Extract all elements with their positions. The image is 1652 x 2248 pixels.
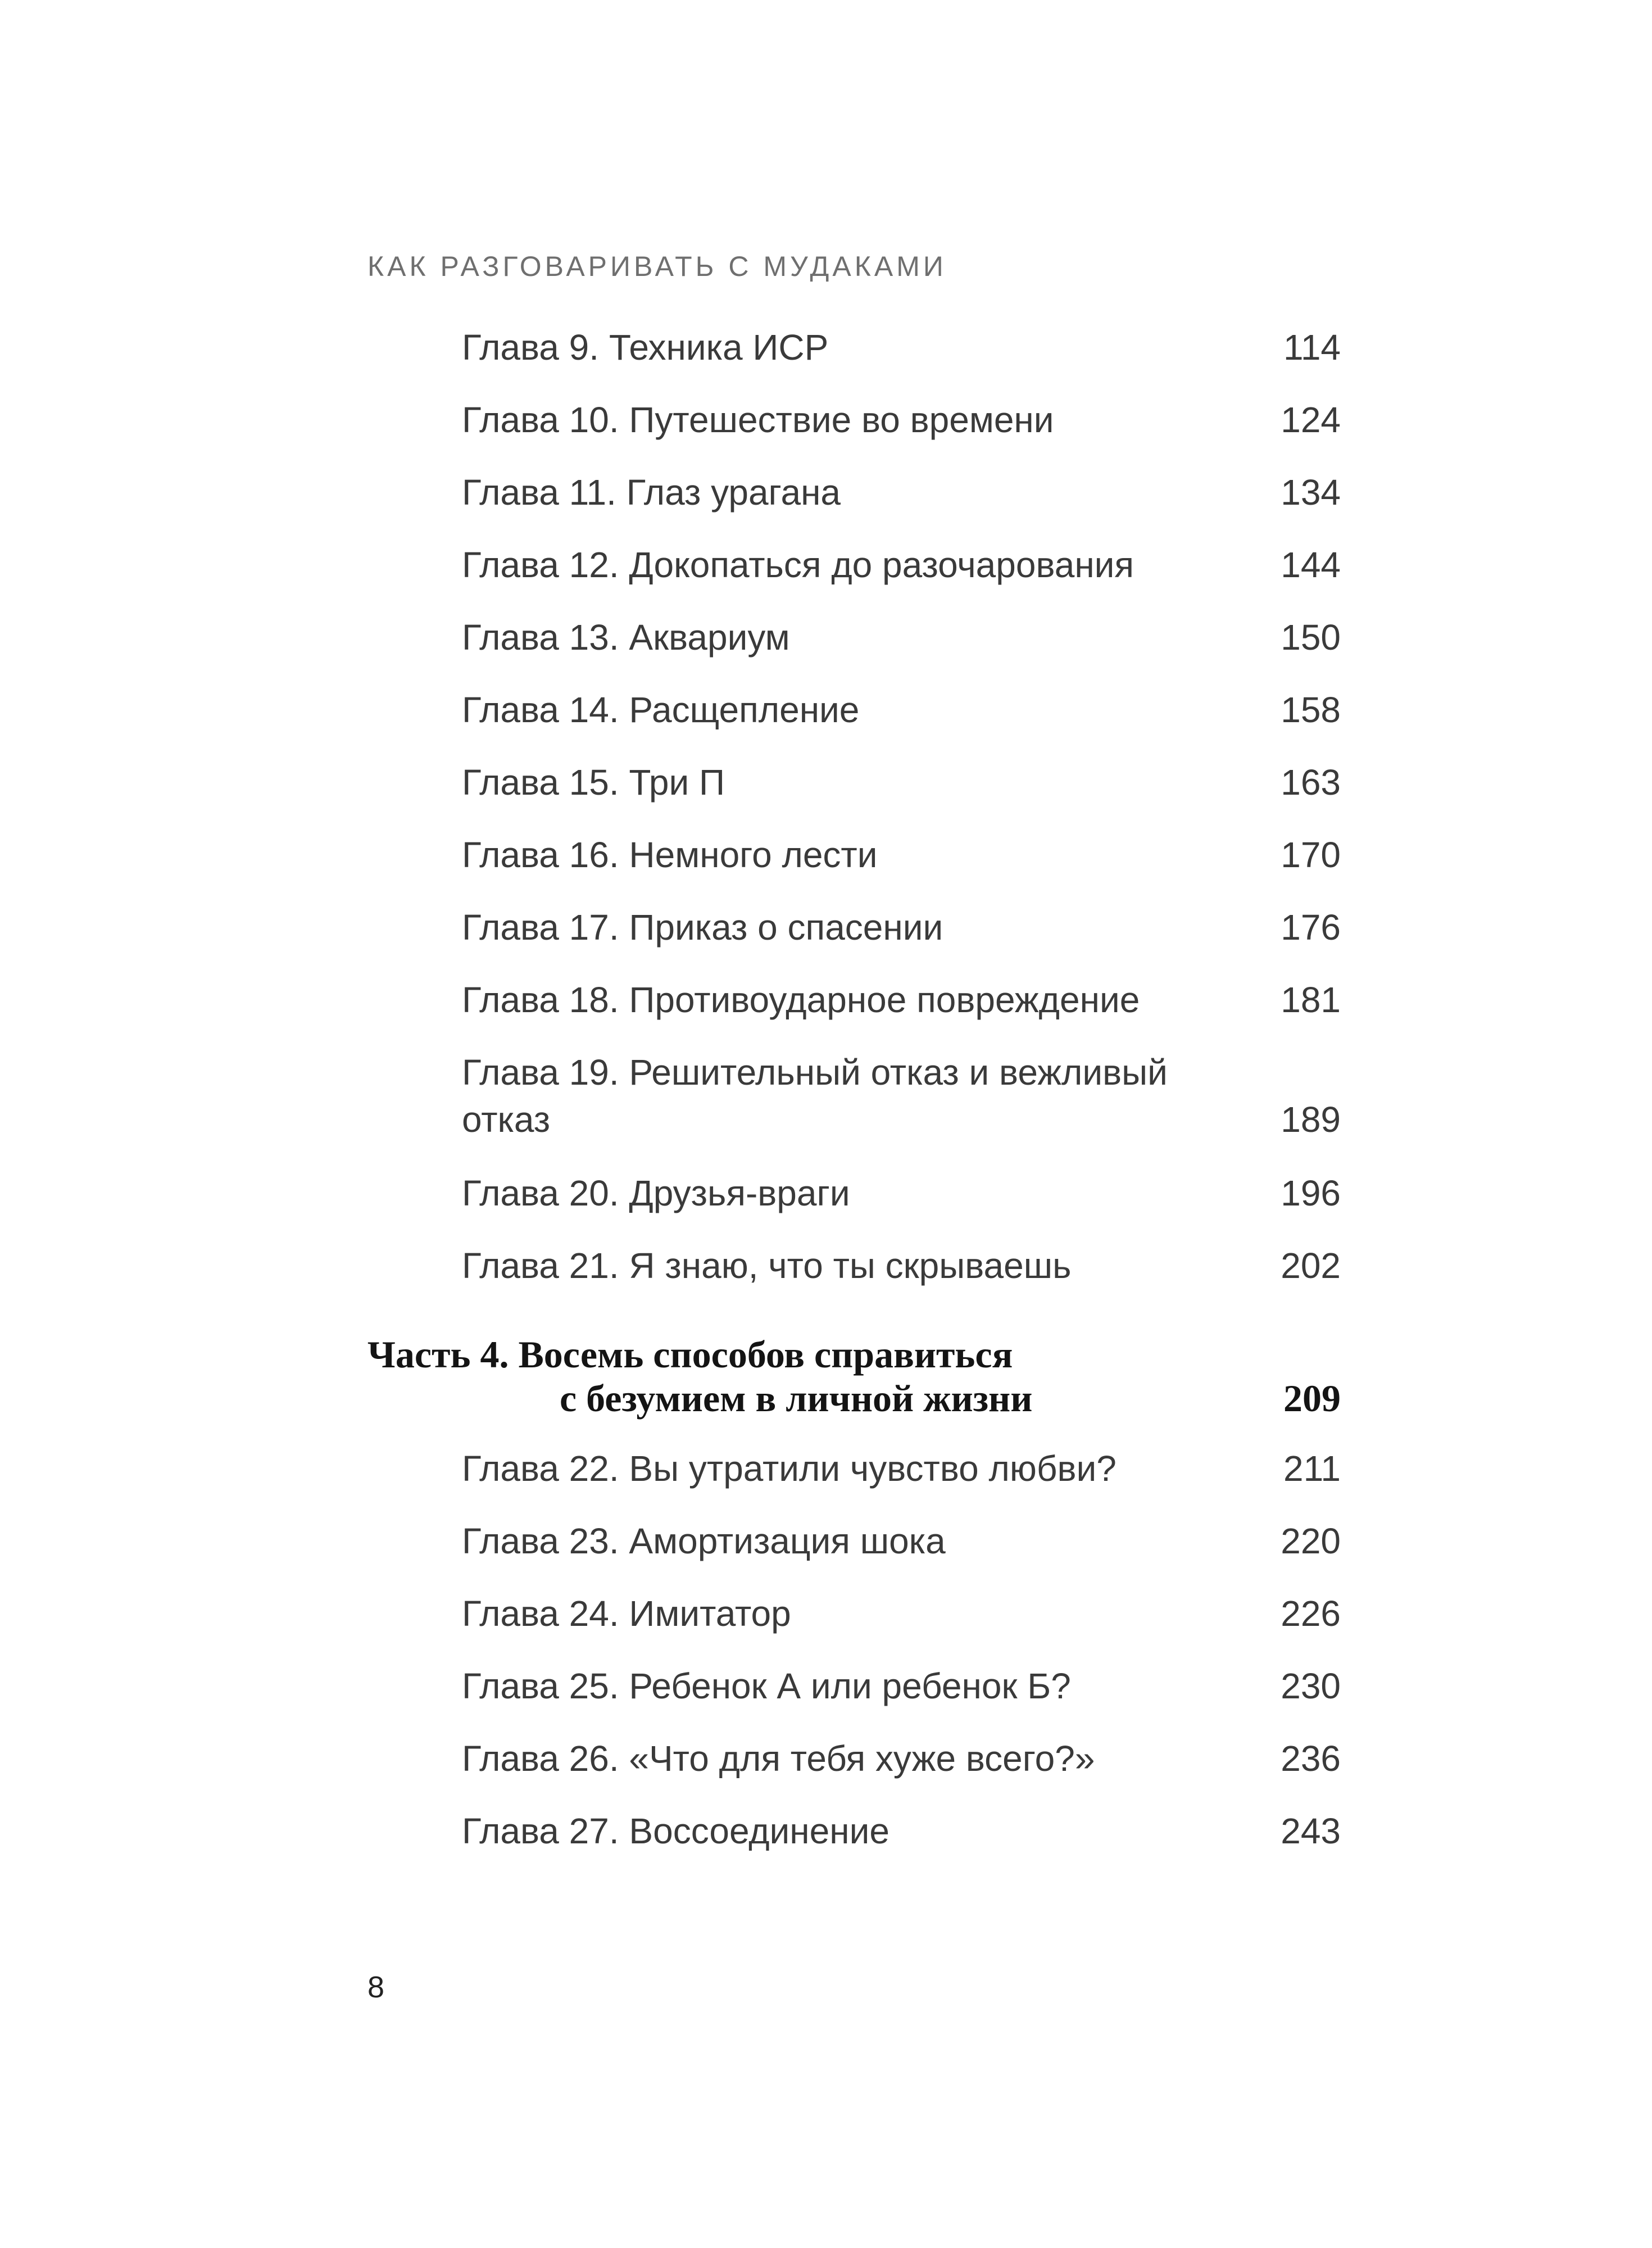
toc-entry-page: 243	[1281, 1811, 1341, 1851]
part-title-line-2: с безумием в личной жизни	[560, 1377, 1033, 1420]
toc-entry-page: 114	[1283, 327, 1341, 368]
toc-part-4[interactable]	[367, 1332, 1341, 1427]
toc-entry-chapter-27[interactable]	[462, 1806, 1341, 1856]
toc-entry-title: Глава 13. Аквариум	[462, 617, 790, 658]
toc-entry-title: Глава 17. Приказ о спасении	[462, 907, 943, 948]
toc-entry-title: Глава 15. Три П	[462, 762, 725, 803]
toc-entry-chapter-14[interactable]	[462, 685, 1341, 735]
toc-entry-chapter-16[interactable]	[462, 830, 1341, 880]
toc-entry-chapter-22[interactable]	[462, 1443, 1341, 1494]
toc-entry-title: Глава 18. Противоударное повреждение	[462, 980, 1140, 1020]
toc-entry-title: Глава 23. Амортизация шока	[462, 1521, 946, 1561]
toc-entry-chapter-17[interactable]	[462, 902, 1341, 953]
running-header: КАК РАЗГОВАРИВАТЬ С МУДАКАМИ	[367, 251, 947, 282]
toc-entry-chapter-18[interactable]	[462, 975, 1341, 1025]
toc-entry-title: Глава 21. Я знаю, что ты скрываешь	[462, 1245, 1072, 1286]
toc-entry-title: Глава 22. Вы утратили чувство любви?	[462, 1448, 1117, 1489]
toc-entry-chapter-11[interactable]	[462, 467, 1341, 518]
toc-entry-page: 211	[1283, 1448, 1341, 1489]
toc-entry-title: Глава 19. Решительный отказ и вежливый отказ	[462, 1052, 1168, 1140]
toc-entry-page: 181	[1281, 980, 1341, 1020]
toc-entry-title: Глава 11. Глаз урагана	[462, 472, 841, 513]
toc-entry-chapter-25[interactable]	[462, 1661, 1341, 1711]
toc-entry-page: 163	[1281, 762, 1341, 803]
toc-entry-page: 202	[1281, 1245, 1341, 1286]
toc-entry-chapter-21[interactable]	[462, 1240, 1341, 1291]
toc-entry-title: Глава 26. «Что для тебя хуже всего?»	[462, 1738, 1095, 1779]
toc-entry-page: 189	[1281, 1099, 1341, 1140]
toc-entry-page: 226	[1281, 1593, 1341, 1634]
toc-entry-chapter-15[interactable]	[462, 757, 1341, 808]
toc-entry-title: Глава 27. Воссоединение	[462, 1811, 889, 1851]
toc-entry-page: 230	[1281, 1666, 1341, 1706]
toc-entry-title: Глава 24. Имитатор	[462, 1593, 791, 1634]
toc-entry-page: 158	[1281, 690, 1341, 730]
toc-entry-page: 150	[1281, 617, 1341, 658]
part-page: 209	[1283, 1377, 1341, 1420]
toc-entry-chapter-13[interactable]	[462, 612, 1341, 663]
toc-entry-chapter-20[interactable]	[462, 1168, 1341, 1218]
toc-entry-page: 236	[1281, 1738, 1341, 1779]
toc-entry-chapter-19[interactable]	[462, 1049, 1341, 1144]
toc-entry-page: 220	[1281, 1521, 1341, 1561]
toc-entry-title: Глава 9. Техника ИСР	[462, 327, 829, 368]
toc-entry-title: Глава 10. Путешествие во времени	[462, 400, 1054, 440]
toc-entry-title: Глава 16. Немного лести	[462, 835, 878, 875]
page-number: 8	[367, 1970, 385, 2004]
toc-entry-title: Глава 20. Друзья-враги	[462, 1173, 850, 1213]
toc-entry-page: 144	[1281, 545, 1341, 585]
toc-entry-chapter-12[interactable]	[462, 540, 1341, 590]
toc-entry-chapter-23[interactable]	[462, 1516, 1341, 1566]
toc-entry-chapter-24[interactable]	[462, 1588, 1341, 1639]
toc-entry-title: Глава 14. Расщепление	[462, 690, 860, 730]
toc-entry-page: 134	[1281, 472, 1341, 513]
toc-entry-chapter-10[interactable]	[462, 395, 1341, 445]
toc-entry-title: Глава 25. Ребенок А или ребенок Б?	[462, 1666, 1071, 1706]
toc-entry-chapter-9[interactable]	[462, 322, 1341, 373]
part-title-line-1: Часть 4. Восемь способов справиться	[367, 1333, 1013, 1376]
toc-entry-page: 124	[1281, 400, 1341, 440]
toc-entry-page: 196	[1281, 1173, 1341, 1213]
toc-entry-chapter-26[interactable]	[462, 1733, 1341, 1784]
toc-entry-page: 170	[1281, 835, 1341, 875]
toc-entry-title: Глава 12. Докопаться до разочарования	[462, 545, 1134, 585]
toc-entry-page: 176	[1281, 907, 1341, 948]
